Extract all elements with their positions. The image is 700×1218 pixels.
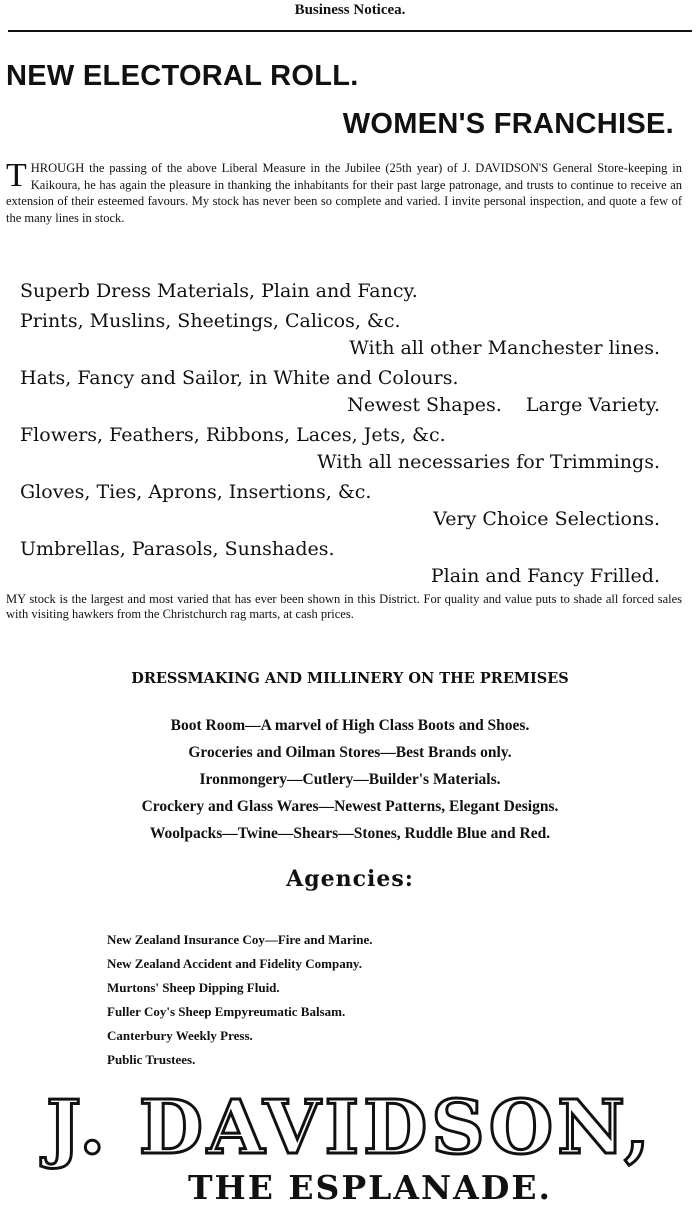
department-item: Groceries and Oilman Stores—Best Brands only. <box>188 744 512 761</box>
intro-text: HROUGH the passing of the above Liberal Measure in the Jubilee (25th year) of J. DAVIDSON'S General Store-keeping in Kaikoura, he has again the pleasure in thanking the inhabitants for their past large patronage, and trusts to continue to receive an extension of their esteemed favours. My stock has never been so complete and varied. I invite personal inspection, and quote a few of the many lines in stock. <box>6 161 682 225</box>
product-line-note: With all necessaries for Trimmings. <box>317 451 660 473</box>
intro-drop-cap: T <box>6 157 27 194</box>
agency-item: Murtons' Sheep Dipping Fluid. <box>107 980 280 995</box>
agency-item: Fuller Coy's Sheep Empyreumatic Balsam. <box>107 1004 346 1019</box>
agencies-heading: Agencies: <box>286 866 414 892</box>
product-line: Gloves, Ties, Aprons, Insertions, &c. <box>20 481 372 503</box>
stock-note: MY stock is the largest and most varied that has ever been shown in this District. For quality and value puts to shade all forced sales with visiting hawkers from the Christchurch rag marts, at cash prices. <box>6 592 682 621</box>
agency-item: Public Trustees. <box>107 1052 196 1067</box>
product-lines <box>20 278 660 590</box>
dressmaking-heading: DRESSMAKING AND MILLINERY ON THE PREMISES <box>131 670 569 687</box>
section-header: Business Noticea. <box>294 2 406 18</box>
agency-item: New Zealand Insurance Coy—Fire and Marine. <box>107 932 373 947</box>
merchant-signature: J. DAVIDSON, <box>46 1085 654 1171</box>
product-line-note: Newest Shapes. Large Variety. <box>347 394 660 416</box>
department-item: Boot Room—A marvel of High Class Boots and Shoes. <box>170 717 530 734</box>
product-line: Flowers, Feathers, Ribbons, Laces, Jets, &c. <box>20 424 446 446</box>
agency-item: New Zealand Accident and Fidelity Company. <box>107 956 362 971</box>
product-line-note: With all other Manchester lines. <box>349 337 660 359</box>
headline-womens-franchise: WOMEN'S FRANCHISE. <box>342 108 674 140</box>
product-line: Hats, Fancy and Sailor, in White and Colours. <box>20 367 459 389</box>
departments-list <box>0 712 700 847</box>
product-line-note: Plain and Fancy Frilled. <box>430 565 660 587</box>
header-rule <box>8 30 692 32</box>
product-line: Prints, Muslins, Sheetings, Calicos, &c. <box>20 310 401 332</box>
product-line-note: Very Choice Selections. <box>433 508 660 530</box>
headline-electoral-roll: NEW ELECTORAL ROLL. <box>6 60 359 92</box>
department-item: Crockery and Glass Wares—Newest Patterns, Elegant Designs. <box>141 798 559 815</box>
product-line: Superb Dress Materials, Plain and Fancy. <box>20 280 418 302</box>
department-item: Woolpacks—Twine—Shears—Stones, Ruddle Blue and Red. <box>149 825 551 842</box>
merchant-address: THE ESPLANADE. <box>188 1168 553 1207</box>
product-line: Umbrellas, Parasols, Sunshades. <box>20 538 335 560</box>
agency-item: Canterbury Weekly Press. <box>107 1028 253 1043</box>
agencies-list <box>107 928 373 1072</box>
department-item: Ironmongery—Cutlery—Builder's Materials. <box>199 771 501 788</box>
intro-paragraph <box>6 157 682 226</box>
